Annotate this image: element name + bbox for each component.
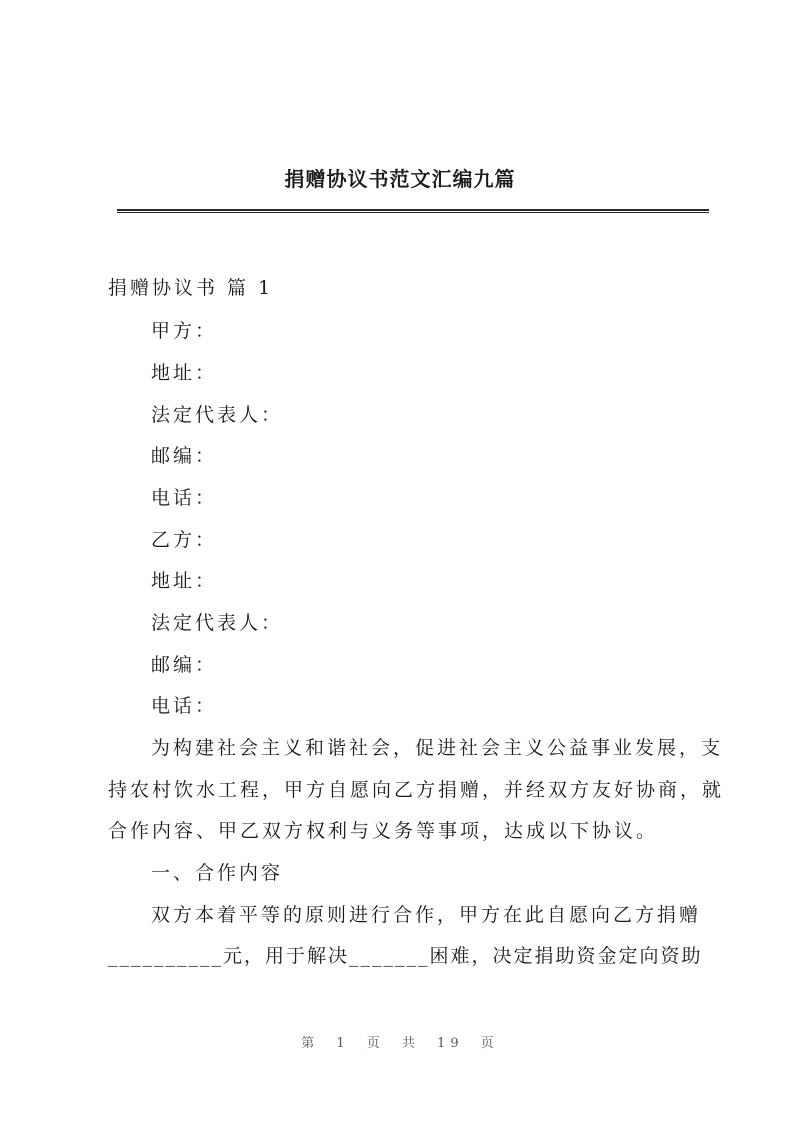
title-divider <box>117 209 709 213</box>
preamble-line-1: 为构建社会主义和谐社会，促进社会主义公益事业发展，支 <box>151 737 724 759</box>
party-a-label: 甲方： <box>151 320 218 342</box>
clause-1-line-1: 双方本着平等的原则进行合作，甲方在此自愿向乙方捐赠 <box>151 904 702 926</box>
party-b-legal-rep: 法定代表人： <box>151 612 284 634</box>
party-a-legal-rep: 法定代表人： <box>151 404 284 426</box>
clause-1-line-2: __________元，用于解决_______困难，决定捐助资金定向资助 <box>108 945 703 967</box>
party-b-phone: 电话： <box>151 695 218 717</box>
party-b-address: 地址： <box>151 570 218 592</box>
document-title: 捐赠协议书范文汇编九篇 <box>284 167 516 191</box>
party-a-address: 地址： <box>151 362 218 384</box>
party-a-postcode: 邮编： <box>151 445 218 467</box>
page-indicator: 第 1 页 共 19 页 <box>301 1036 499 1051</box>
party-a-phone: 电话： <box>151 487 218 509</box>
preamble-line-3: 合作内容、甲乙双方权利与义务等事项，达成以下协议。 <box>108 820 659 842</box>
preamble-line-2: 持农村饮水工程，甲方自愿向乙方捐赠，并经双方友好协商，就 <box>108 779 725 801</box>
section-heading: 捐赠协议书 篇 1 <box>108 277 274 299</box>
party-b-label: 乙方： <box>151 529 218 551</box>
party-b-postcode: 邮编： <box>151 654 218 676</box>
clause-1-heading: 一、合作内容 <box>151 862 284 884</box>
